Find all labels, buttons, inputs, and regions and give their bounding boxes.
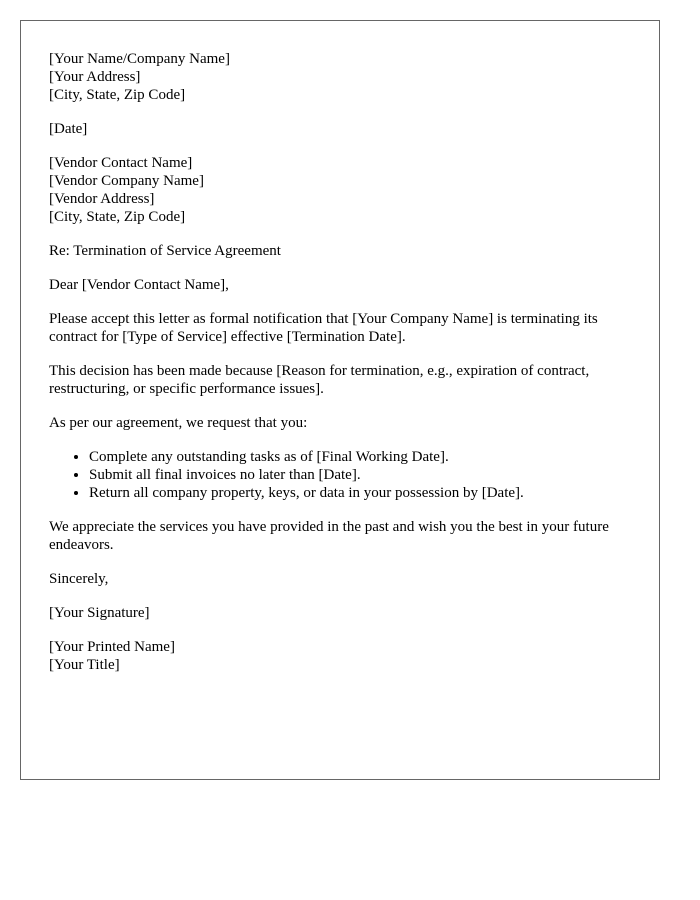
reason-paragraph: This decision has been made because [Reason for termination, e.g., expiration of contract, restructuring, or specific performance issues]. <box>49 363 590 397</box>
letter-page <box>20 20 660 780</box>
recipient-address: [Vendor Address] <box>49 191 155 207</box>
recipient-city: [City, State, Zip Code] <box>49 209 186 225</box>
salutation: Dear [Vendor Contact Name], <box>49 277 229 293</box>
list-item: • Return all company property, keys, or data in your possession by [Date]. <box>89 484 631 502</box>
signature-placeholder: [Your Signature] <box>49 605 150 621</box>
sender-city: [City, State, Zip Code] <box>49 87 186 103</box>
subject-line: Re: Termination of Service Agreement <box>49 243 281 259</box>
signer-title: [Your Title] <box>49 657 120 673</box>
date-block <box>49 120 631 138</box>
recipient-company: [Vendor Company Name] <box>49 173 204 189</box>
sender-address: [Your Address] <box>49 69 141 85</box>
sender-block <box>49 50 631 104</box>
list-item: • Submit all final invoices no later than [Date]. <box>89 466 631 484</box>
closing: Sincerely, <box>49 571 109 587</box>
signer-block <box>49 638 631 674</box>
list-item: • Complete any outstanding tasks as of [Final Working Date]. <box>89 448 631 466</box>
letter-date: [Date] <box>49 121 88 137</box>
request-list <box>49 448 631 502</box>
notice-paragraph: Please accept this letter as formal notification that [Your Company Name] is terminating its contract for [Type of Service] effective [Termination Date]. <box>49 311 598 345</box>
recipient-block <box>49 154 631 226</box>
recipient-contact: [Vendor Contact Name] <box>49 155 193 171</box>
closing-paragraph: We appreciate the services you have provided in the past and wish you the best in your future endeavors. <box>49 519 609 553</box>
request-intro: As per our agreement, we request that you: <box>49 415 308 431</box>
sender-name: [Your Name/Company Name] <box>49 51 230 67</box>
signer-printed-name: [Your Printed Name] <box>49 639 175 655</box>
